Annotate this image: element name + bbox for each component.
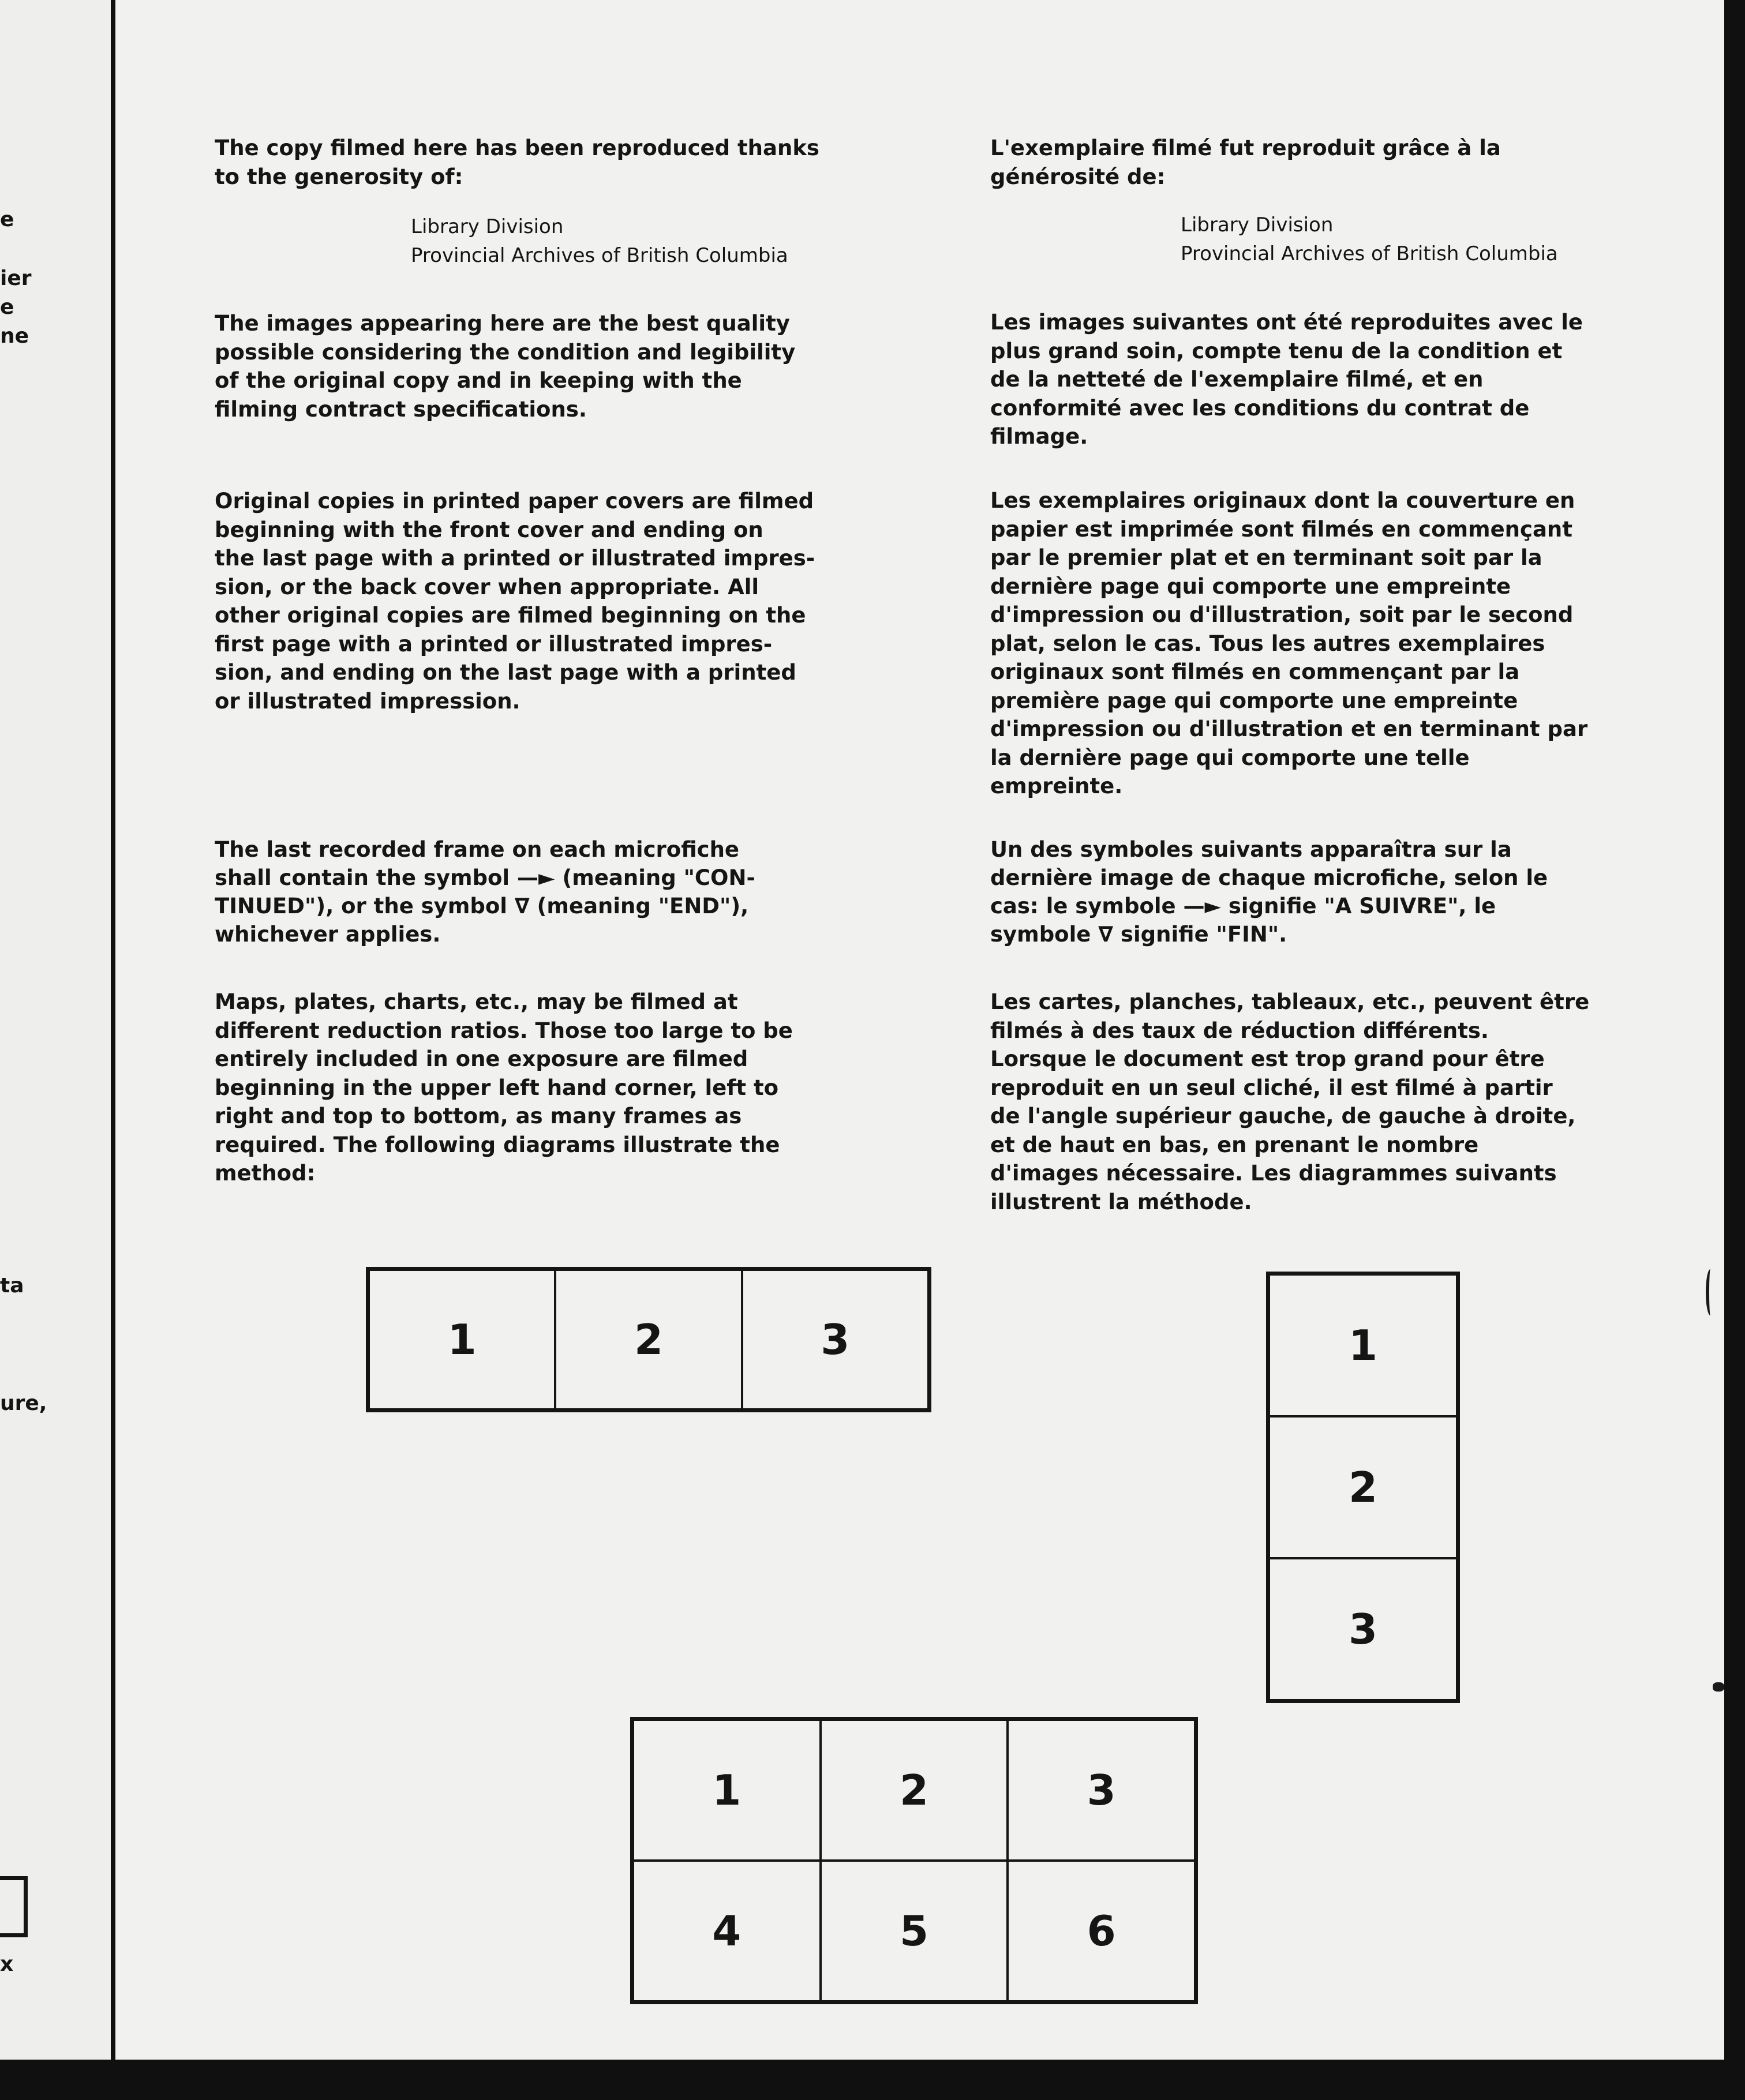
- english-symbols-line: The last recorded frame on each microfiche: [215, 837, 740, 862]
- french-column: [990, 0, 1706, 1246]
- english-quality: The images appearing here are the best quality possible considering the condition and legibility of the original copy and in keeping with the filming contract specifications.: [215, 311, 796, 422]
- frame-cell: 1: [1269, 1274, 1457, 1416]
- continued-arrow-icon: —►: [517, 865, 555, 890]
- edge-fragment: ta: [0, 1274, 24, 1297]
- edge-fragment: e: [0, 208, 14, 231]
- edge-fragment: ne: [0, 324, 29, 348]
- end-triangle-icon: ∇: [1098, 922, 1114, 947]
- frame-cell: 4: [633, 1861, 821, 2001]
- frame-cell: 1: [633, 1720, 821, 1861]
- frame-cell: 2: [555, 1270, 742, 1409]
- frame-cell: 2: [821, 1720, 1008, 1861]
- diagram-vertical: [1266, 1272, 1460, 1703]
- english-covers: Original copies in printed paper covers are filmed beginning with the front cover and ending on the last page with a printed or illustrated impres- sion, or the back cover when appropriate. All other original copies are filmed beginning on the first page with a printed or illustrated impres- sion, and ending on the last page with a printed or illustrated impression.: [215, 489, 815, 714]
- english-symbols-line: whichever applies.: [215, 922, 441, 947]
- french-thanks: L'exemplaire filmé fut reproduit grâce à la générosité de:: [990, 136, 1501, 189]
- edge-box-mark: [0, 1876, 28, 1937]
- frame-cell: 2: [1269, 1416, 1457, 1558]
- english-thanks: The copy filmed here has been reproduced thanks to the generosity of:: [215, 136, 819, 189]
- frame-cell: 1: [369, 1270, 555, 1409]
- french-maps: Les cartes, planches, tableaux, etc., peuvent être filmés à des taux de réduction différents. Lorsque le document est trop grand pour être reproduit en un seul cliché, il est filmé à partir de l'angle supérieur gauche, de gauche à droite, et de haut en bas, en prenant le nombre d'images nécessaire. Les diagrammes suivants illustrent la méthode.: [990, 989, 1590, 1214]
- english-library-name: Library Division Provincial Archives of British Columbia: [411, 215, 788, 267]
- adjacent-page-edge: [0, 0, 111, 2060]
- diagram-horizontal: [366, 1267, 931, 1412]
- edge-fragment: e: [0, 295, 14, 319]
- french-symbols-line: dernière image de chaque microfiche, selon le: [990, 865, 1548, 890]
- frame-cell: 3: [742, 1270, 928, 1409]
- end-triangle-icon: ∇: [514, 894, 530, 918]
- page-gutter: [113, 0, 115, 2100]
- edge-fragment: ure,: [0, 1392, 47, 1415]
- french-library-name: Library Division Provincial Archives of British Columbia: [1181, 213, 1558, 265]
- edge-fragment: ier: [0, 267, 32, 290]
- english-symbols-line: TINUED"), or the symbol ∇ (meaning "END"),: [215, 892, 748, 921]
- diagram-grid: [630, 1717, 1198, 2004]
- scan-speck: [1706, 1269, 1715, 1315]
- scan-speck: [1713, 1682, 1724, 1692]
- frame-cell: 3: [1008, 1720, 1195, 1861]
- french-symbols-line: cas: le symbole —► signifie "A SUIVRE", le: [990, 892, 1496, 921]
- english-symbols-line: shall contain the symbol —► (meaning "CON-: [215, 864, 755, 892]
- frame-cell: 3: [1269, 1558, 1457, 1700]
- french-covers: Les exemplaires originaux dont la couverture en papier est imprimée sont filmés en commençant par le premier plat et en terminant soit par la dernière page qui comporte une empreinte d'impression ou d'illustration, soit par le second plat, selon le cas. Tous les autres exemplaires originaux sont filmés en commençant par la première page qui comporte une empreinte d'impression ou d'illustration et en terminant par la dernière page qui comporte une telle empreinte.: [990, 488, 1588, 798]
- frame-cell: 5: [821, 1861, 1008, 2001]
- english-maps: Maps, plates, charts, etc., may be filmed at different reduction ratios. Those too large to be entirely included in one exposure are filmed beginning in the upper left hand corner, left to right and top to bottom, as many frames as required. The following diagrams illustrate the method:: [215, 989, 793, 1186]
- french-quality: Les images suivantes ont été reproduites avec le plus grand soin, compte tenu de la condition et de la netteté de l'exemplaire filmé, et en conformité avec les conditions du contrat de filmage.: [990, 310, 1583, 449]
- microfilm-target-page: [113, 0, 1724, 2060]
- continued-arrow-icon: —►: [1183, 894, 1221, 918]
- edge-fragment: x: [0, 1952, 14, 1976]
- french-symbols-line: symbole ∇ signifie "FIN".: [990, 920, 1287, 949]
- frame-cell: 6: [1008, 1861, 1195, 2001]
- french-symbols-line: Un des symboles suivants apparaîtra sur la: [990, 837, 1512, 862]
- english-column: [215, 0, 872, 1212]
